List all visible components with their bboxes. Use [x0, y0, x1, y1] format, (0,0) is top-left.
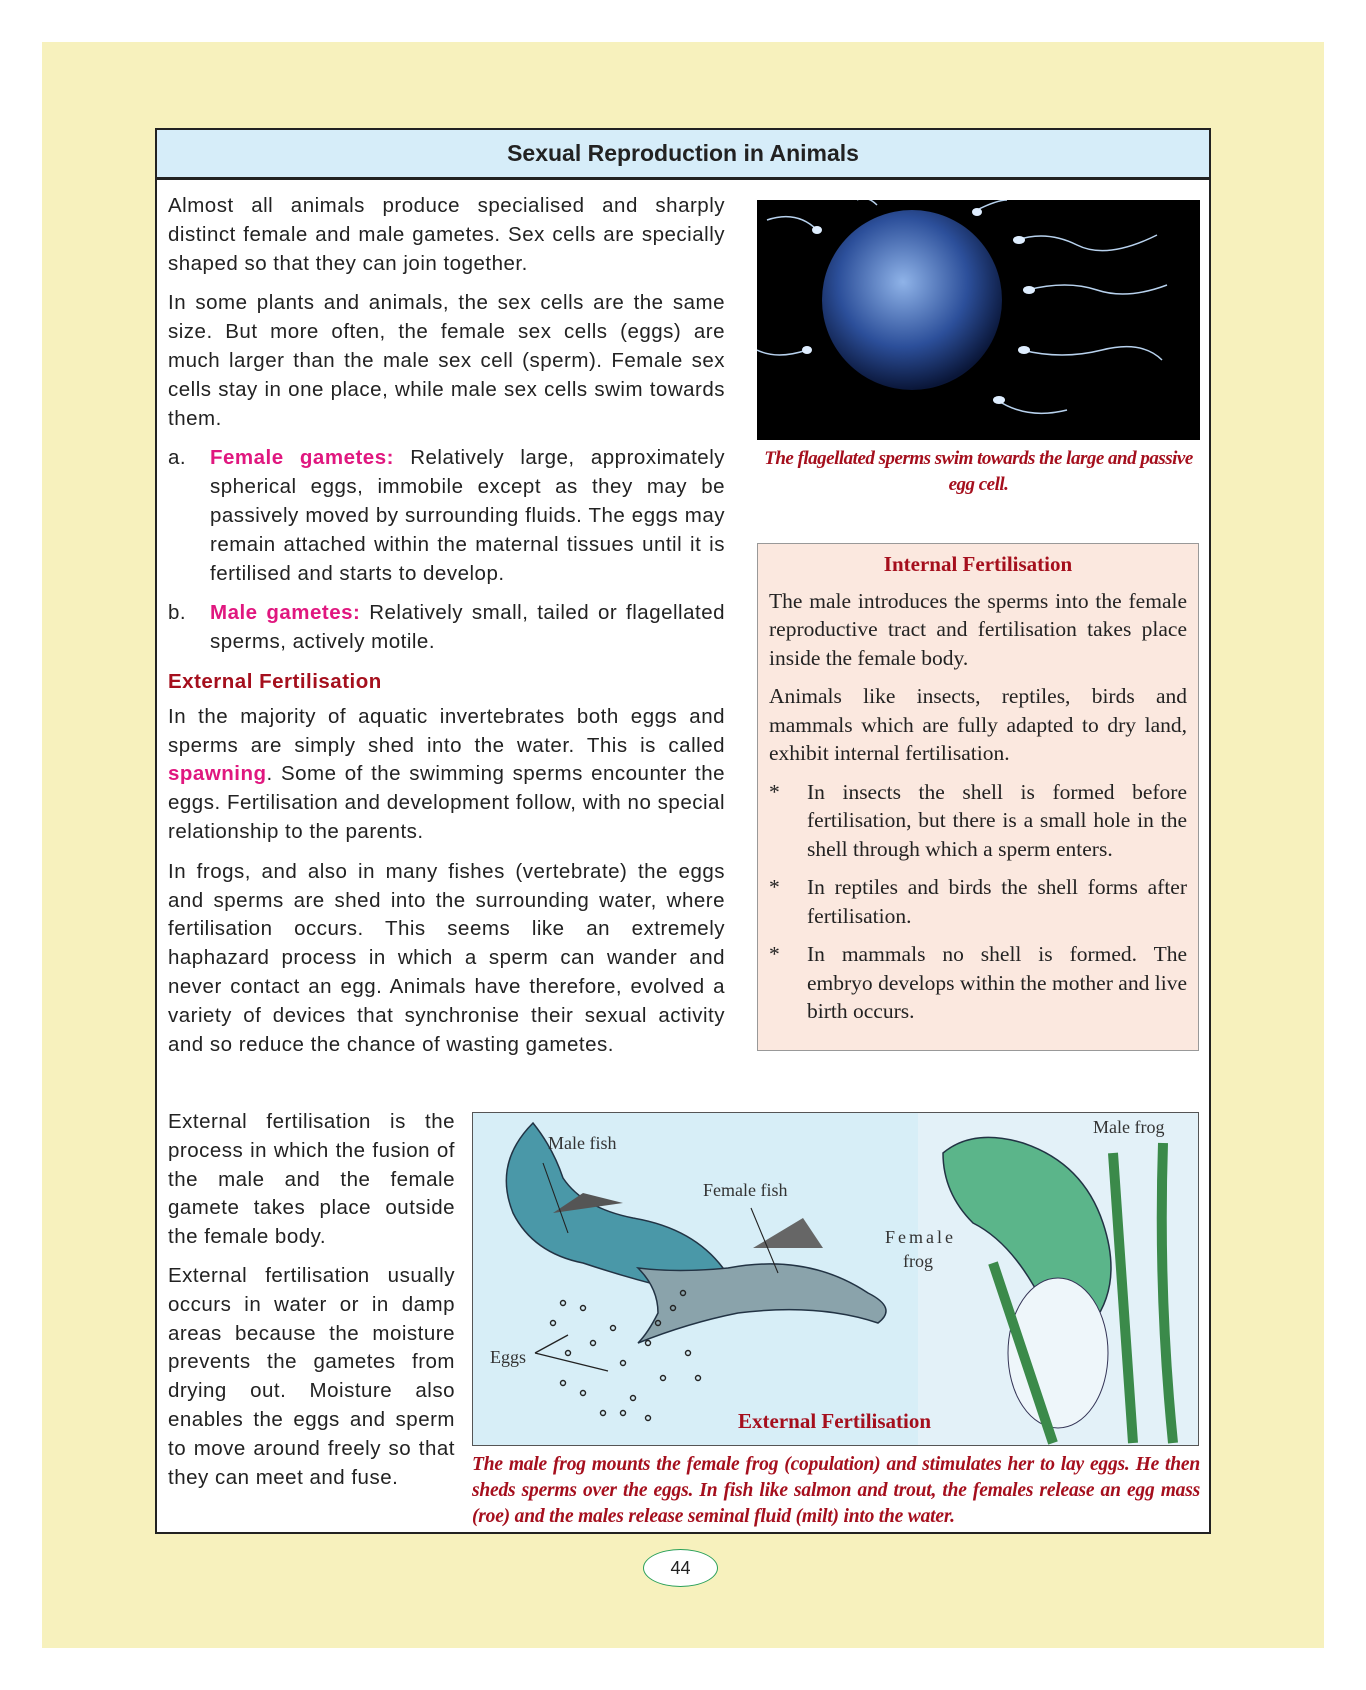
photo-caption: The flagellated sperms swim towards the large and passive egg cell.	[764, 448, 1193, 495]
external-paragraph-4: External fertilisation usually occurs in water or in damp areas because the moisture prevents the gametes from drying out. Moisture also enables the eggs and sperm to move around freely so that they can meet and fuse.	[168, 1263, 455, 1489]
list-text: Relatively large, approximately spherical eggs, immobile except as they may be passively moved by surrounding fluids. The eggs may remain attached within the maternal tissues until it is fertilised and starts to develop.	[210, 446, 725, 585]
male-fish-label: Male fish	[548, 1133, 617, 1153]
figure-caption: The male frog mounts the female frog (copulation) and stimulates her to lay eggs. He then sheds sperms over the eggs. In fish like salmon and trout, the females release an egg mass (roe) and the males release seminal fluid (milt) into the water.	[472, 1454, 1200, 1527]
female-fish-label: Female fish	[703, 1180, 788, 1200]
female-frog-label-2: frog	[903, 1251, 933, 1271]
content-box	[155, 128, 1211, 1534]
external-paragraph-1	[168, 703, 725, 847]
list-marker: a.	[168, 446, 187, 470]
bullet-item	[769, 778, 1187, 864]
bullet-text: In insects the shell is formed before fertilisation, but there is a small hole in the shell through which a sperm enters.	[807, 779, 1187, 861]
figure-title: External Fertilisation	[738, 1409, 932, 1433]
text: . Some of the swimming sperms encounter the eggs. Fertilisation and development follow, with no special relationship to the parents.	[168, 762, 725, 843]
list-term: Male gametes:	[210, 601, 361, 625]
bullet-item	[769, 940, 1187, 1026]
internal-fertilisation-box	[757, 543, 1199, 1051]
female-frog-label: Female	[885, 1227, 956, 1247]
bullet-marker: *	[769, 779, 780, 804]
bullet-item	[769, 873, 1187, 930]
text: In the majority of aquatic invertebrates both eggs and sperms are simply shed into the water. This is called	[168, 704, 725, 757]
external-paragraph-2: In frogs, and also in many fishes (vertebrate) the eggs and sperms are shed into the surrounding water, where fertilisation occurs. This seems like an extremely haphazard process in which a sperm can wander and never contact an egg. Animals have therefore, evolved a variety of devices that synchronise their sexual activity and so reduce the chance of wasting gametes.	[168, 859, 725, 1056]
male-frog-label: Male frog	[1093, 1117, 1165, 1137]
bullet-marker: *	[769, 942, 780, 966]
list-item	[168, 444, 725, 588]
page-number: 44	[643, 1549, 718, 1587]
bullet-text: In reptiles and birds the shell forms after fertilisation.	[807, 875, 1187, 928]
internal-paragraph-1: The male introduces the sperms into the female reproductive tract and fertilisation takes place inside the female body.	[769, 588, 1187, 670]
list-term: Female gametes:	[210, 446, 394, 470]
bullet-text: In mammals no shell is formed. The embryo develops within the mother and live birth occurs.	[807, 942, 1187, 1023]
eggs-label: Eggs	[490, 1347, 526, 1367]
section-title: Sexual Reproduction in Animals	[157, 130, 1209, 180]
intro-paragraph-2: In some plants and animals, the sex cells are the same size. But more often, the female sex cells (eggs) are much larger than the male sex cell (sperm). Female sex cells stay in one place, while male sex cells swim towards them.	[168, 291, 725, 430]
list-item	[168, 599, 725, 657]
intro-paragraph-1: Almost all animals produce specialised and sharply distinct female and male gametes. Sex cells are specially shaped so that they can join together.	[168, 194, 725, 275]
list-text: Relatively small, tailed or flagellated sperms, actively motile.	[210, 601, 725, 654]
list-marker: b.	[168, 601, 187, 625]
bullet-marker: *	[769, 875, 780, 899]
lower-left-column	[168, 1108, 455, 1502]
external-heading: External Fertilisation	[168, 669, 382, 693]
external-paragraph-3: External fertilisation is the process in which the fusion of the male and the female gamete takes place outside the female body.	[168, 1110, 455, 1249]
external-fertilisation-figure	[472, 1112, 1199, 1446]
internal-heading: Internal Fertilisation	[883, 552, 1073, 576]
left-column	[168, 192, 725, 1070]
internal-paragraph-2: Animals like insects, reptiles, birds and mammals which are fully adapted to dry land, exhibit internal fertilisation.	[769, 684, 1187, 765]
egg-sperm-photo	[757, 200, 1200, 440]
spawning-term: spawning	[168, 762, 267, 786]
